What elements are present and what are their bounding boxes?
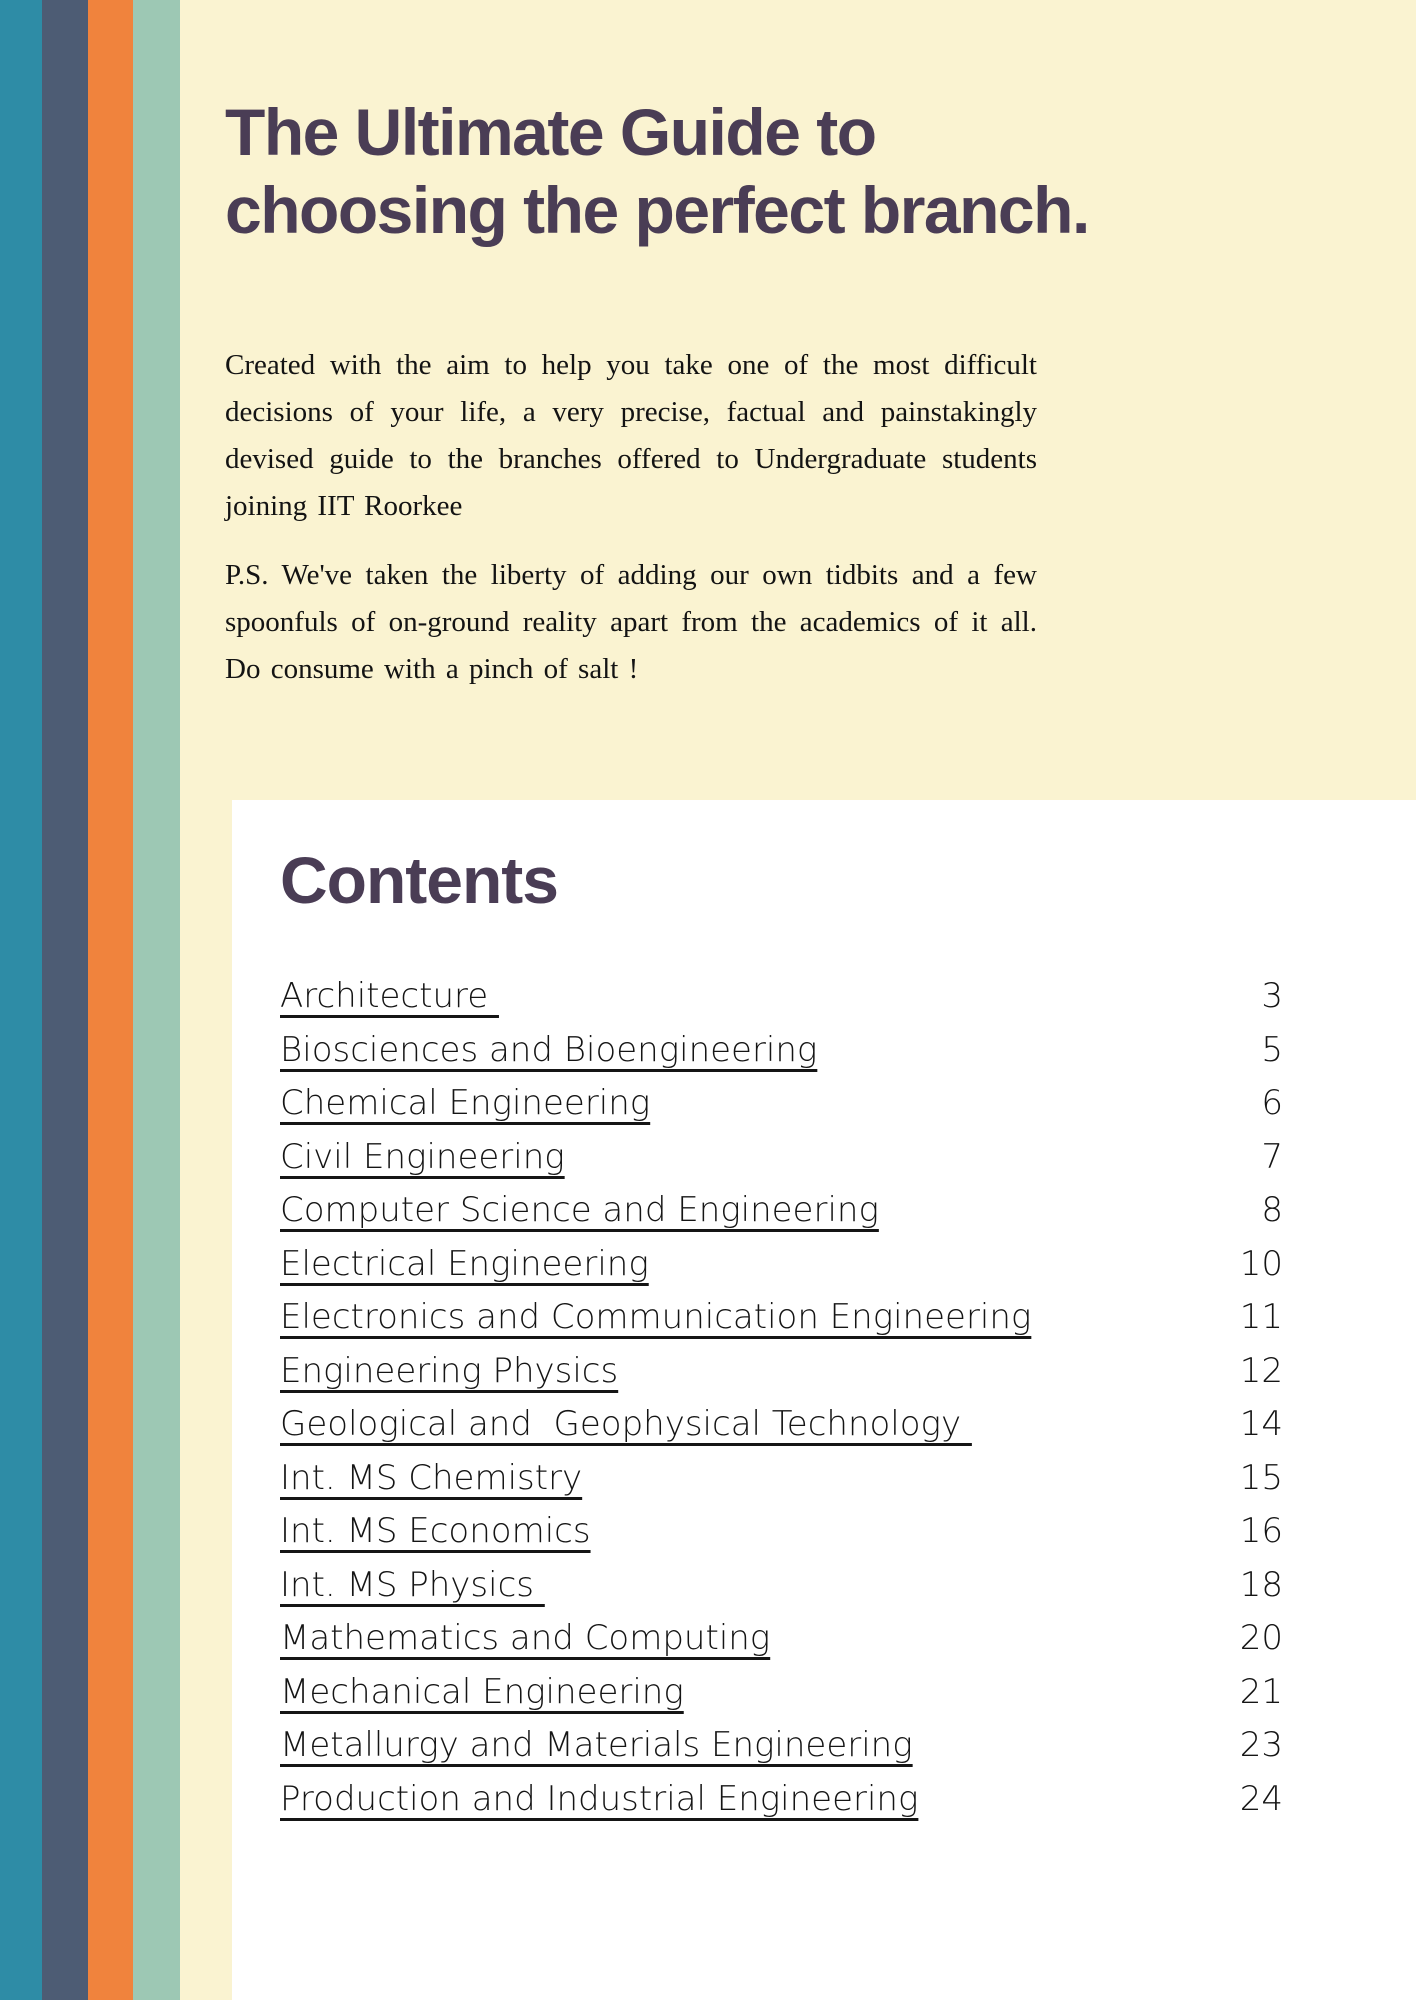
toc-link-9[interactable]: Int. MS Chemistry	[280, 1457, 583, 1498]
table-of-contents	[280, 970, 1283, 1826]
toc-link-14[interactable]: Metallurgy and Materials Engineering	[280, 1725, 913, 1765]
toc-page-number: 12	[1239, 1350, 1283, 1391]
toc-row	[280, 1345, 1283, 1399]
toc-page-number: 7	[1261, 1136, 1283, 1177]
toc-link-10[interactable]: Int. MS Economics	[280, 1511, 591, 1551]
toc-row	[280, 970, 1283, 1024]
toc-page-number: 8	[1261, 1190, 1283, 1230]
toc-row	[280, 1184, 1283, 1238]
toc-row	[280, 1559, 1283, 1613]
toc-page-number: 16	[1239, 1511, 1283, 1551]
toc-page-number: 18	[1239, 1564, 1283, 1605]
page-title	[225, 93, 1125, 249]
toc-link-11[interactable]: Int. MS Physics	[280, 1564, 545, 1605]
toc-row	[280, 1773, 1283, 1827]
toc-row	[280, 1131, 1283, 1185]
toc-link-3[interactable]: Civil Engineering	[280, 1136, 565, 1177]
toc-row	[280, 1719, 1283, 1773]
toc-page-number: 20	[1239, 1618, 1283, 1658]
toc-page-number: 5	[1261, 1029, 1283, 1070]
toc-page-number: 21	[1239, 1671, 1283, 1712]
page-title-line1: The Ultimate Guide to	[225, 95, 876, 169]
contents-heading: Contents	[280, 843, 558, 917]
decorative-stripe-teal	[0, 0, 42, 2000]
toc-link-4[interactable]: Computer Science and Engineering	[280, 1190, 879, 1230]
toc-link-5[interactable]: Electrical Engineering	[280, 1243, 649, 1284]
toc-link-7[interactable]: Engineering Physics	[280, 1350, 619, 1391]
toc-row	[280, 1024, 1283, 1078]
contents-panel	[232, 800, 1416, 2000]
toc-link-12[interactable]: Mathematics and Computing	[280, 1618, 771, 1658]
toc-link-13[interactable]: Mechanical Engineering	[280, 1671, 684, 1712]
toc-row	[280, 1452, 1283, 1506]
toc-link-2[interactable]: Chemical Engineering	[280, 1083, 651, 1123]
toc-page-number: 3	[1261, 976, 1283, 1016]
intro-paragraph: Created with the aim to help you take one of the most difficult decisions of your life, a very precise, factual and painstakingly devised guide to the branches offered to Undergraduate students joining IIT Roorkee	[225, 349, 1037, 522]
toc-link-8[interactable]: Geological and Geophysical Technology	[280, 1404, 972, 1444]
toc-page-number: 23	[1239, 1725, 1283, 1765]
toc-link-6[interactable]: Electronics and Communication Engineering	[280, 1297, 1032, 1337]
toc-page-number: 6	[1261, 1083, 1283, 1123]
toc-row	[280, 1505, 1283, 1559]
toc-link-0[interactable]: Architecture	[280, 976, 499, 1016]
page-title-line2: choosing the perfect branch.	[225, 173, 1089, 247]
toc-row	[280, 1077, 1283, 1131]
toc-row	[280, 1666, 1283, 1720]
decorative-stripe-slate	[42, 0, 88, 2000]
ps-paragraph: P.S. We've taken the liberty of adding our own tidbits and a few spoonfuls of on-ground reality apart from the academics of it all. Do consume with a pinch of salt !	[225, 559, 1037, 685]
decorative-stripe-orange	[88, 0, 133, 2000]
toc-page-number: 15	[1239, 1457, 1283, 1498]
decorative-stripe-sage	[133, 0, 180, 2000]
toc-page-number: 11	[1239, 1297, 1283, 1337]
toc-page-number: 10	[1239, 1243, 1283, 1284]
toc-row	[280, 1238, 1283, 1292]
toc-page-number: 14	[1239, 1404, 1283, 1444]
toc-row	[280, 1612, 1283, 1666]
toc-row	[280, 1398, 1283, 1452]
toc-row	[280, 1291, 1283, 1345]
toc-link-15[interactable]: Production and Industrial Engineering	[280, 1778, 919, 1819]
toc-page-number: 24	[1239, 1778, 1283, 1819]
toc-link-1[interactable]: Biosciences and Bioengineering	[280, 1029, 818, 1070]
